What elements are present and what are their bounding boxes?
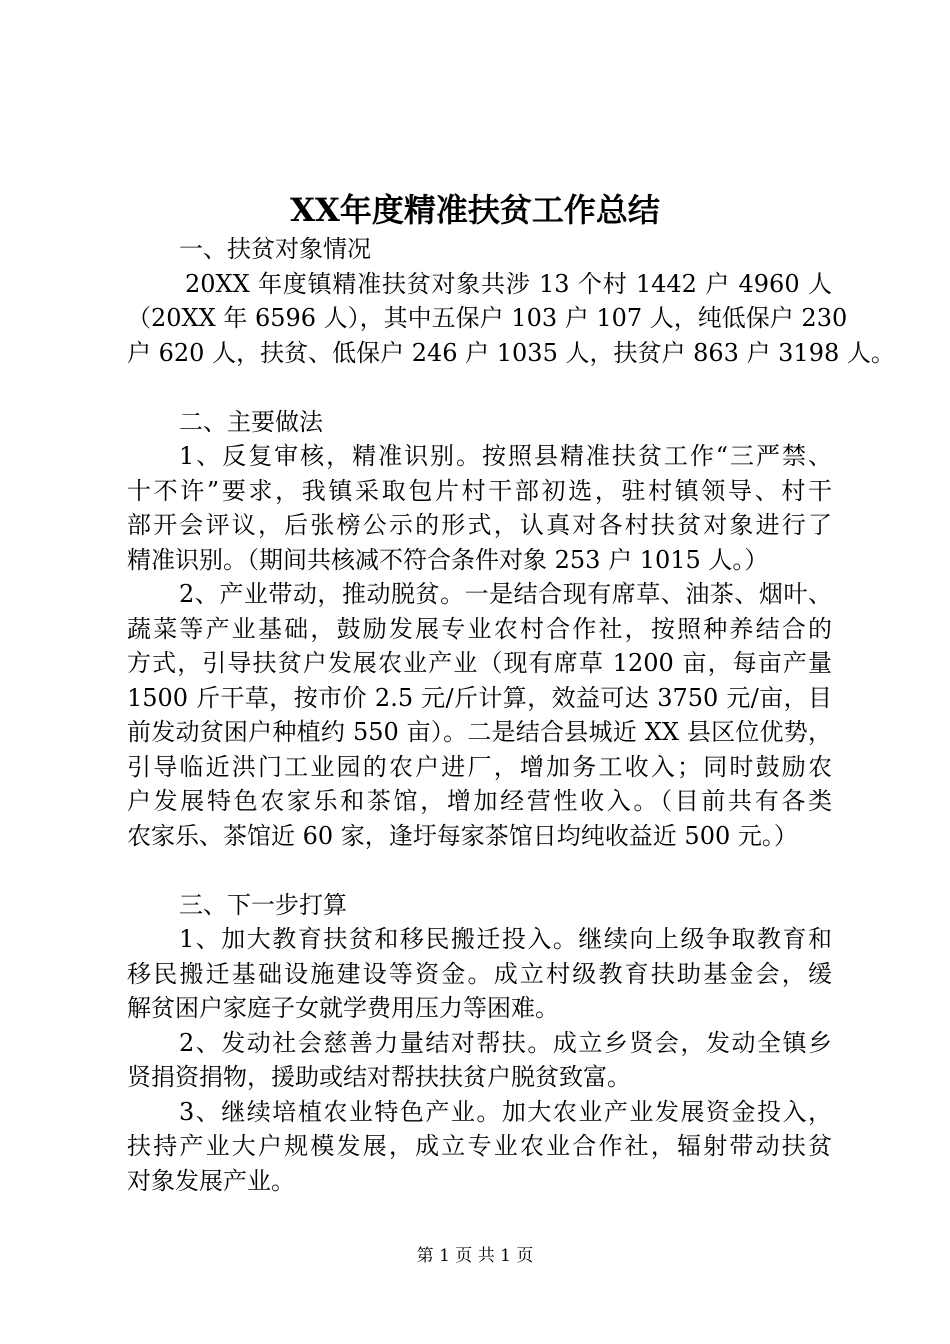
paragraph-line: 贤捐资捐物，援助或结对帮扶扶贫户脱贫致富。 bbox=[127, 1063, 631, 1091]
paragraph-line: 1500 斤干草，按市价 2.5 元/斤计算，效益可达 3750 元/亩，目 bbox=[127, 683, 832, 712]
section-heading-2: 二、主要做法 bbox=[179, 407, 323, 436]
paragraph-line: 农家乐、茶馆近 60 家，逢圩每家茶馆日均纯收益近 500 元。） bbox=[127, 821, 798, 850]
paragraph-gap bbox=[127, 370, 832, 405]
paragraph-line: 方式，引导扶贫户发展农业产业（现有席草 1200 亩，每亩产量 bbox=[127, 649, 832, 677]
paragraph-line: 精准识别。（期间共核减不符合条件对象 253 户 1015 人。） bbox=[127, 545, 769, 574]
document-body bbox=[127, 232, 895, 1198]
paragraph-line: 前发动贫困户种植约 550 亩）。二是结合县城近 XX 县区位优势， bbox=[127, 718, 832, 746]
paragraph-gap bbox=[127, 853, 832, 888]
paragraph-line: 移民搬迁基础设施建设等资金。成立村级教育扶助基金会，缓 bbox=[127, 959, 832, 988]
paragraph-line: 对象发展产业。 bbox=[127, 1166, 295, 1195]
paragraph-line: 2、发动社会慈善力量结对帮扶。成立乡贤会，发动全镇乡 bbox=[179, 1028, 832, 1057]
paragraph-line: 1、反复审核，精准识别。按照县精准扶贫工作“三严禁、 bbox=[179, 442, 832, 470]
page-footer: 第 1 页 共 1 页 bbox=[416, 1246, 534, 1266]
paragraph-line: 扶持产业大户规模发展，成立专业农业合作社，辐射带动扶贫 bbox=[127, 1132, 832, 1160]
paragraph-line: 2、产业带动，推动脱贫。一是结合现有席草、油茶、烟叶、 bbox=[179, 580, 832, 608]
paragraph-line: 20XX 年度镇精准扶贫对象共涉 13 个村 1442 户 4960 人 bbox=[185, 269, 832, 298]
paragraph-line: 部开会评议，后张榜公示的形式，认真对各村扶贫对象进行了 bbox=[127, 511, 832, 539]
paragraph-line: 解贫困户家庭子女就学费用压力等困难。 bbox=[127, 994, 559, 1022]
paragraph-line: 引导临近洪门工业园的农户进厂，增加务工收入；同时鼓励农 bbox=[127, 752, 832, 781]
paragraph-line: 3、继续培植农业特色产业。加大农业产业发展资金投入， bbox=[179, 1097, 832, 1126]
paragraph-line: 蔬菜等产业基础，鼓励发展专业农村合作社，按照种养结合的 bbox=[127, 614, 832, 643]
document-title: XX年度精准扶贫工作总结 bbox=[290, 191, 660, 229]
section-heading-3: 三、下一步打算 bbox=[179, 890, 347, 919]
paragraph-line: 1、加大教育扶贫和移民搬迁投入。继续向上级争取教育和 bbox=[179, 925, 832, 953]
section-heading-1: 一、扶贫对象情况 bbox=[179, 235, 371, 263]
paragraph-line: 十不许”要求，我镇采取包片村干部初选，驻村镇领导、村干 bbox=[127, 476, 832, 505]
paragraph-line: 户发展特色农家乐和茶馆，增加经营性收入。（目前共有各类 bbox=[127, 787, 832, 815]
paragraph-line: （20XX 年 6596 人），其中五保户 103 户 107 人，纯低保户 230 bbox=[127, 304, 848, 332]
paragraph-line: 户 620 人，扶贫、低保户 246 户 1035 人，扶贫户 863 户 3198 人。 bbox=[127, 338, 895, 367]
